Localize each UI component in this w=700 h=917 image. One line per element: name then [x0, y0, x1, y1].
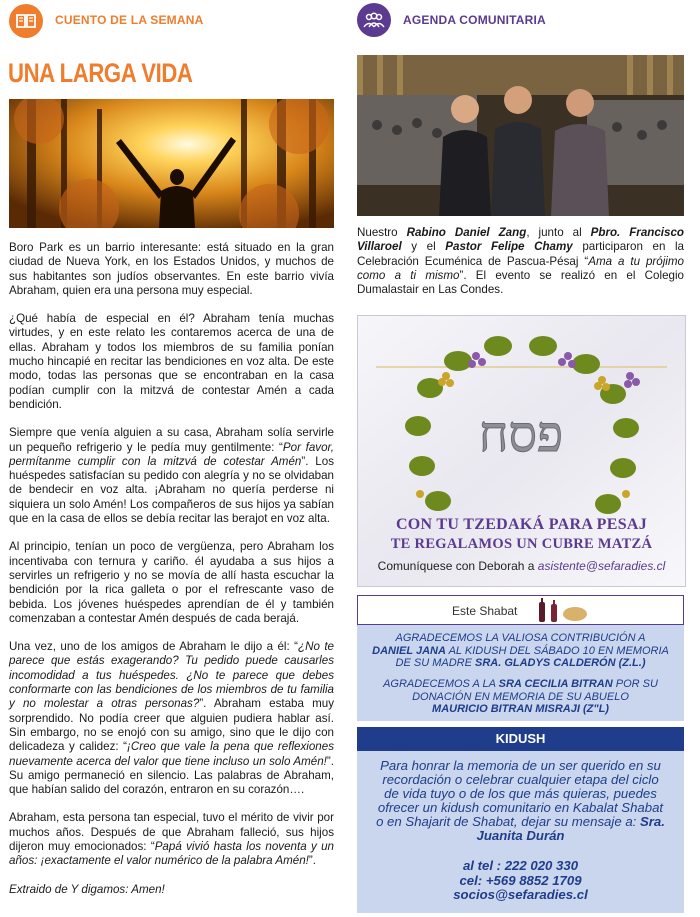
kidush-mail[interactable]: socios@sefaradies.cl: [453, 887, 588, 902]
kidush-cel: cel: +569 8852 1709: [459, 872, 582, 888]
thanks-box: [357, 625, 684, 721]
section-label-agenda: AGENDA COMUNITARIA: [403, 13, 546, 27]
kidush-contacts: [357, 859, 684, 903]
event-caption: Nuestro Rabino Daniel Zang, junto al Pbro. Francisco Villaroel y el Pastor Felipe Chamy participaron en la Celebración Ecuménica de Pascua-Pésaj “Ama a tu prójimo como a ti mismo”. El evento se realizó en el Colegio Dumalastair en Las Condes.: [357, 226, 685, 297]
thanks-2: AGRADECEMOS A LA SRA CECILIA BITRAN POR SU DONACIÓN EN MEMORIA DE SU ABUELO MAURICIO BITRAN MISRAJI (Z"L): [383, 678, 658, 715]
people-icon: [357, 3, 391, 37]
story-body: [9, 241, 334, 911]
story-paragraph-2: ¿Qué había de especial en él? Abraham tenía muchas virtudes, y en este relato les contaremos acerca de una de ellas. Abraham y todos los miembros de su familia ponían mucho hincapié en recitar las bendiciones en voz alta. De este modo, todas las personas que se encontraban en la casa podían cumplir con la mitzvá de contestar Amén a cada bendición.: [9, 312, 334, 411]
thanks-1: AGRADECEMOS LA VALIOSA CONTRIBUCIÓN A DANIEL JANA AL KIDUSH DEL SÁBADO 10 EN MEMORIA DE SU MADRE SRA. GLADYS CALDERÓN (Z.L.): [372, 632, 669, 669]
hebrew-pesaj-text: פסח: [478, 405, 564, 463]
book-icon: [9, 4, 43, 38]
event-photo: [357, 55, 684, 216]
ad-line-2: TE REGALAMOS UN CUBRE MATZÁ: [390, 536, 653, 552]
este-shabat-label: Este Shabat: [452, 604, 518, 618]
story-paragraph-4: Al principio, tenían un poco de vergüenza, pero Abraham los incentivaba con ternura y cariño. él ayudaba a sus hijos a servirles un refrigerio y no se movía de allí hasta escuchar la bendición por la rica galleta o por el refrescante vaso de bebida. Los jóvenes huéspedes aprendían de él y también comenzaban a contestar Amén después de cada berajá.: [9, 540, 334, 625]
story-paragraph-5: Una vez, uno de los amigos de Abraham le dijo a él: “¿No te parece que estás exagerando? Tu pedido puede causarles incomodidad a tus huéspedes. ¿No te parece que debes conformarte con las bendiciones de los miembros de tu familia y no molestar a otras personas?”. Abraham estaba muy sorprendido. No podía creer que alguien pudiera hablar así. Sin embargo, no se enojó con su amigo, sino que le dijo con delicadeza y calidez: “¡Creo que vale la pena que reflexiones nuevamente acerca del valor que tiene incluso un solo Amén!”. Su amigo permaneció en silencio. Las palabras de Abraham, que habían salido del corazón, entraron en su corazón….: [9, 640, 334, 797]
kidush-tel: al tel : 222 020 330: [462, 858, 579, 873]
kidush-box: [357, 751, 684, 913]
wine-bottles-icon: [533, 598, 593, 624]
kidush-header: KIDUSH: [357, 727, 684, 751]
story-title: UNA LARGA VIDA: [8, 58, 193, 88]
ad-contact: Comuníquese con Deborah a asistente@sefaradies.cl: [377, 559, 666, 573]
section-label-story: CUENTO DE LA SEMANA: [55, 13, 204, 27]
este-shabat-banner: [357, 595, 684, 625]
pesaj-ad: [357, 315, 686, 587]
ad-line-1: CON TU TZEDAKÁ PARA PESAJ: [395, 516, 648, 533]
story-paragraph-3: Siempre que venía alguien a su casa, Abraham solía servirle un pequeño refrigerio y le pedía muy gentilmente: “Por favor, permítanme cumplir con la mitzvá de cotestar Amén”. Los huéspedes satisfacían su pedido con alegría y no se olvidaban de bendecir en voz alta. ¡Abraham no quería perderse ni siquiera un solo Amén! Los compañeros de sus hijos ya sabían que en la casa de ellos se debía recitar las berajot en voz alta.: [9, 426, 334, 526]
story-paragraph-6: Abraham, esta persona tan especial, tuvo el mérito de vivir por muchos años. Después de que Abraham falleció, sus hijos dijeron muy emocionados: “Papá vivió hasta los noventa y un años: ¡exactamente el valor numérico de la palabra Amén!”.: [9, 811, 334, 868]
story-photo: [9, 99, 334, 228]
kidush-body: Para honrar la memoria de un ser querido en su recordación o celebrar cualquier etapa del ciclo de vida tuyo o de los que más quieras, puedes ofrecer un kidush comunitario en Kabalat Shabat o en Shajarit de Shabat, dejar su mensaje a: Sra. Juanita Durán: [376, 758, 665, 843]
ad-email-link[interactable]: asistente@sefaradies.cl: [537, 559, 666, 573]
story-paragraph-1: Boro Park es un barrio interesante: está situado en la gran ciudad de Nueva York, en los Estados Unidos, y muchos de sus habitantes son judíos observantes. En este barrio vivía Abraham, quien era una persona muy especial.: [9, 241, 334, 297]
story-source: Extraido de Y digamos: Amen!: [9, 882, 165, 896]
